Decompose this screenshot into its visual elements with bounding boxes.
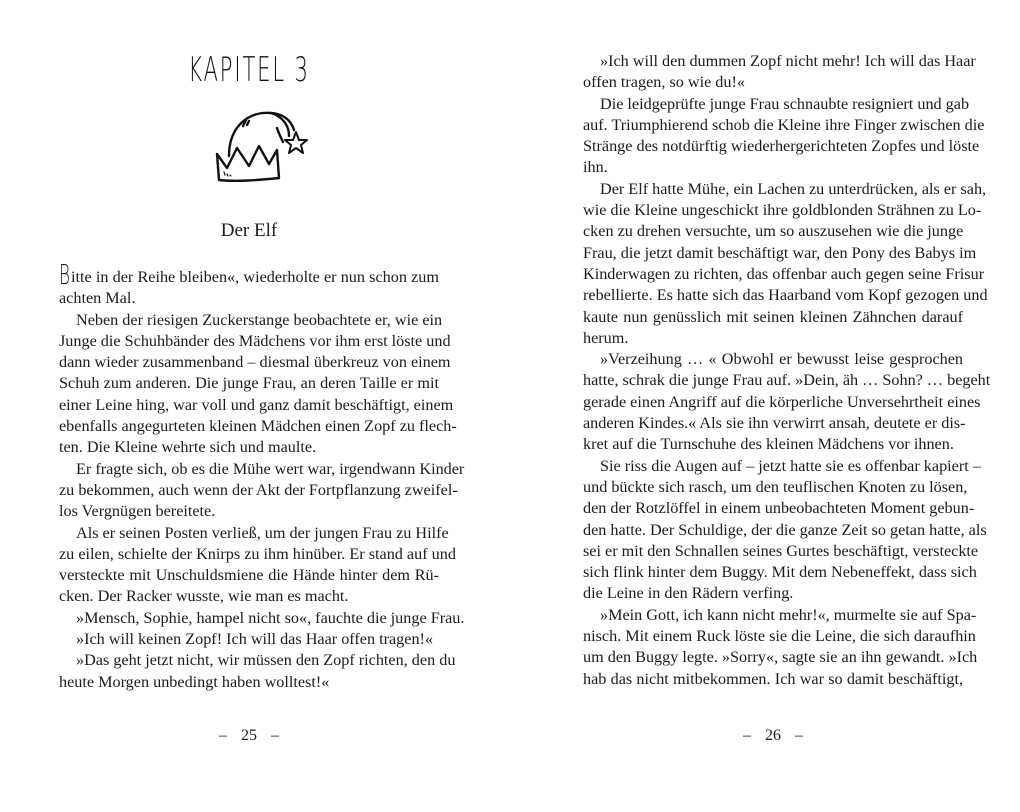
text-line: Als er seinen Posten verließ, um der jungen Frau zu Hilfe [76, 523, 449, 542]
text-line: auf. Triumphierend schob die Kleine ihre Finger zwischen die [583, 115, 985, 134]
text-line: die Leine in den Rädern verfing. [583, 584, 794, 603]
body-text-right [583, 51, 991, 690]
text-line: hatte, schrak die junge Frau auf. »Dein, äh … Sohn? … begeht [583, 371, 991, 390]
text-line: Der Elf hatte Mühe, ein Lachen zu unterdrücken, als er sah, [600, 179, 987, 198]
text-line: »Ich will keinen Zopf! Ich will das Haar offen tragen!« [76, 630, 434, 649]
text-line: kret auf die Turnschuhe des kleinen Mädchens vor ihnen. [583, 435, 954, 454]
text-line: »Verzeihung … « Obwohl er bewusst leise gesprochen [600, 350, 963, 369]
text-line: »Ich will den dummen Zopf nicht mehr! Ich will das Haar [600, 52, 976, 70]
body-text-left [59, 258, 465, 693]
text-line: ebenfalls angegurteten kleinen Mädchen einen Zopf zu flech- [59, 417, 457, 436]
text-line: ten. Die Kleine wehrte sich und maulte. [59, 438, 317, 457]
text-line: Schuh zum anderen. Die junge Frau, an deren Taille er mit [59, 374, 439, 393]
text-line: sei er mit den Schnallen seines Gurtes beschäftigt, versteckte [583, 541, 979, 560]
text-line: »Mensch, Sophie, hampel nicht so«, fauchte die junge Frau. [76, 608, 465, 627]
text-line: achten Mal. [59, 289, 136, 308]
page-number: 25 [241, 727, 257, 744]
right-page [583, 0, 991, 812]
text-line: einer Leine hing, war voll und ganz damit beschäftigt, einem [59, 395, 454, 414]
text-line: nisch. Mit einem Ruck löste sie die Leine, die sich daraufhin [583, 627, 976, 646]
text-line [59, 258, 439, 291]
page-number-left [59, 727, 439, 745]
text-line: versteckte mit Unschuldsmiene die Hände hinter dem Rü- [59, 566, 439, 585]
text-line: cken. Der Racker wusste, wie man es macht. [59, 587, 349, 606]
text-line-content: itte in der Reihe bleiben«, wiederholte er nun schon zum [71, 268, 439, 286]
left-page [59, 0, 465, 812]
text-line: herum. [583, 328, 629, 347]
text-line: hab das nicht mitbekommen. Ich war so damit beschäftigt, [583, 669, 963, 688]
text-line: cken zu drehen versuchte, um so auszusehen wie die junge [583, 222, 964, 241]
text-line: Stränge des notdürftig wiederhergerichteten Zopfes und löste [583, 137, 980, 156]
text-line: zu bekommen, auch wenn der Akt der Fortpflanzung zweifel- [59, 480, 458, 499]
folio-dash: – [219, 727, 227, 744]
text-line: Er fragte sich, ob es die Mühe wert war, irgendwann Kinder [76, 459, 465, 478]
text-line: Sie riss die Augen auf – jetzt hatte sie es offenbar kapiert – [600, 456, 981, 475]
chapter-subtitle: Der Elf [220, 220, 278, 241]
text-line: los Vergnügen bereitete. [59, 502, 216, 521]
text-line: sich flink hinter dem Buggy. Mit dem Nebeneffekt, dass sich [583, 563, 977, 582]
text-line: um den Buggy legte. »Sorry«, sagte sie an ihn gewandt. »Ich [583, 648, 978, 667]
text-line: den der Rotzlöffel in einem unbeobachteten Moment gebun- [583, 499, 975, 518]
text-line: zu eilen, schielte der Knirps zu ihm hinüber. Er stand auf und [59, 544, 456, 563]
text-line: Neben der riesigen Zuckerstange beobachtete er, wie ein [76, 310, 443, 329]
text-line: Die leidgeprüfte junge Frau schnaubte resigniert und gab [600, 94, 970, 113]
text-line: wie die Kleine ungeschickt ihre goldblonden Strähnen zu Lo- [583, 201, 982, 220]
text-line: ihn. [583, 158, 608, 177]
page-number-right [583, 727, 963, 745]
text-line: den hatte. Der Schuldige, der die ganze Zeit so getan hatte, als [583, 520, 987, 539]
chapter-title: KAPITEL 3 [188, 50, 310, 90]
text-line: rebellierte. Es hatte sich das Haarband vom Kopf gezogen und [583, 286, 988, 305]
text-line: Frau, die jetzt damit beschäftigt war, den Pony des Babys im [583, 243, 977, 262]
page-number: 26 [765, 727, 781, 744]
text-line: heute Morgen unbedingt haben wolltest!« [59, 672, 330, 691]
text-line: Junge die Schuhbänder des Mädchens vor ihm erst löste und [59, 331, 451, 350]
text-line: anderen Kindes.« Als sie ihn verwirrt ansah, deutete er dis- [583, 414, 966, 433]
drop-cap: B [59, 258, 71, 291]
folio-dash: – [743, 727, 751, 744]
text-line: gerade einen Angriff auf die körperliche Unversehrtheit eines [583, 392, 981, 411]
folio-dash: – [271, 727, 279, 744]
text-line: und bückte sich rasch, um den teuflischen Knoten zu lösen, [583, 477, 968, 496]
elf-hat-icon [209, 106, 309, 188]
text-line: offen tragen, so wie du!« [583, 73, 745, 92]
text-line: »Das geht jetzt nicht, wir müssen den Zopf richten, den du [76, 651, 456, 670]
text-line: kaute nun genüsslich mit seinen kleinen Zähnchen darauf [583, 307, 963, 326]
text-line: Kinderwagen zu richten, das offenbar auch gegen seine Frisur [583, 264, 985, 283]
folio-dash: – [795, 727, 803, 744]
text-line: »Mein Gott, ich kann nicht mehr!«, murmelte sie auf Spa- [600, 605, 977, 624]
text-line: dann wieder zusammenband – diesmal überkreuz von einem [59, 353, 451, 372]
